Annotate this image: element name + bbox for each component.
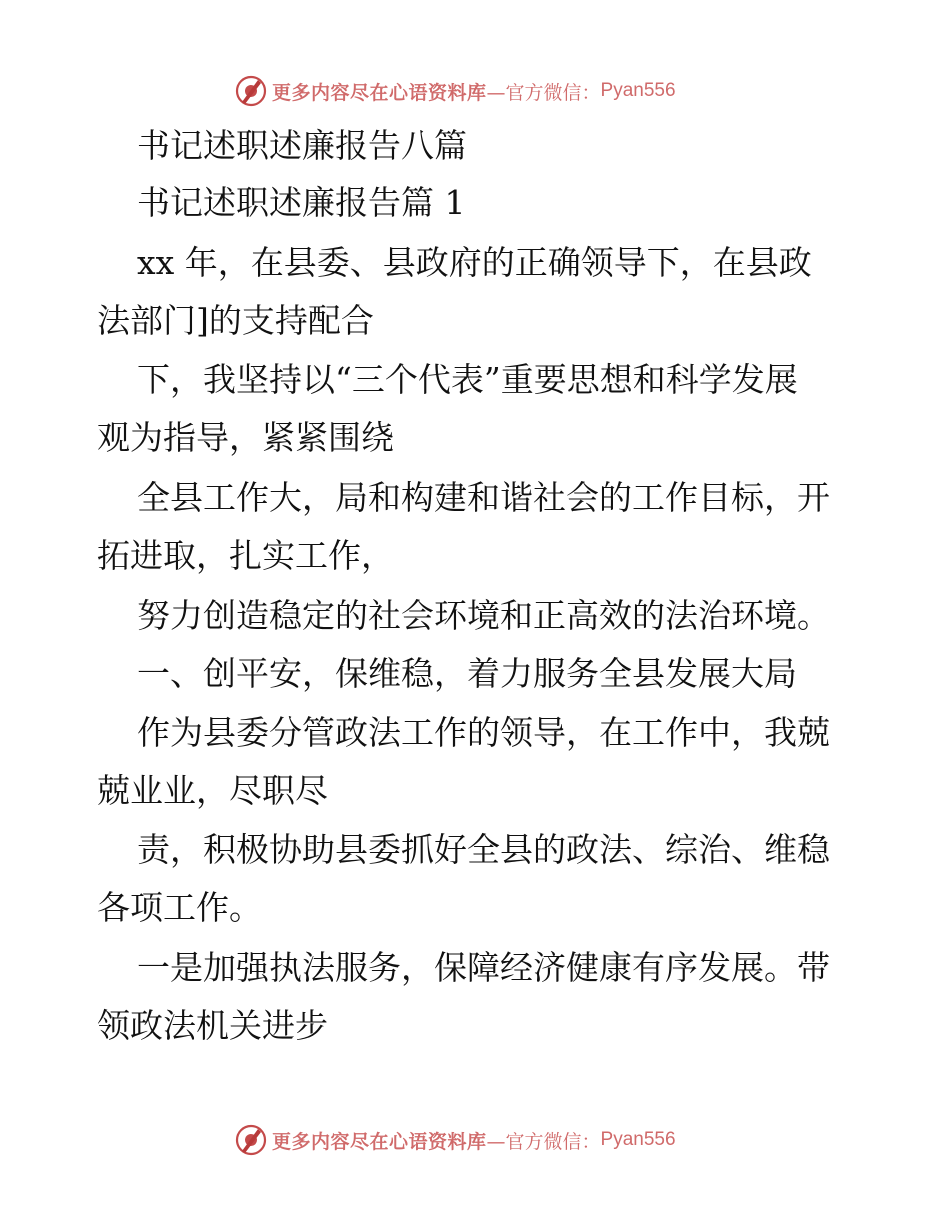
- watermark-separator: —官方微信：: [486, 1130, 601, 1153]
- watermark-text: 更多内容尽在心语资料库: [272, 81, 487, 104]
- paragraph-line: 领政法机关进步: [97, 1006, 328, 1045]
- document-title: 书记述职述廉报告八篇: [137, 126, 467, 165]
- quill-logo-icon: [234, 74, 268, 108]
- footer-watermark: [234, 1122, 676, 1158]
- paragraph-line: 作为县委分管政法工作的领导，在工作中，我兢: [137, 713, 830, 752]
- paragraph-line: 下，我坚持以“三个代表”重要思想和科学发展: [137, 360, 798, 399]
- watermark-separator: —官方微信：: [486, 81, 601, 104]
- paragraph-line: 各项工作。: [97, 888, 262, 927]
- paragraph-line: 兢业业，尽职尽: [97, 771, 328, 810]
- document-subtitle: 书记述职述廉报告篇 1: [137, 183, 466, 222]
- paragraph-line: 观为指导，紧紧围绕: [97, 418, 394, 457]
- paragraph-line: 全县工作大，局和构建和谐社会的工作目标，开: [137, 478, 830, 517]
- paragraph-line: 法部门]的支持配合: [97, 301, 374, 340]
- watermark-text: 更多内容尽在心语资料库: [272, 1130, 487, 1153]
- paragraph-line: xx 年，在县委、县政府的正确领导下，在县政: [137, 243, 812, 282]
- paragraph-line: 责，积极协助县委抓好全县的政法、综治、维稳: [137, 830, 830, 869]
- paragraph-line: 努力创造稳定的社会环境和正高效的法治环境。: [137, 596, 830, 635]
- section-heading: 一、创平安，保维稳，着力服务全县发展大局: [137, 654, 797, 693]
- watermark-handle: Pyan556: [600, 1129, 676, 1150]
- watermark-handle: Pyan556: [600, 80, 676, 101]
- paragraph-line: 一是加强执法服务，保障经济健康有序发展。带: [137, 948, 830, 987]
- paragraph-line: 拓进取，扎实工作，: [97, 536, 394, 575]
- quill-logo-icon: [234, 1123, 268, 1157]
- header-watermark: [234, 73, 676, 109]
